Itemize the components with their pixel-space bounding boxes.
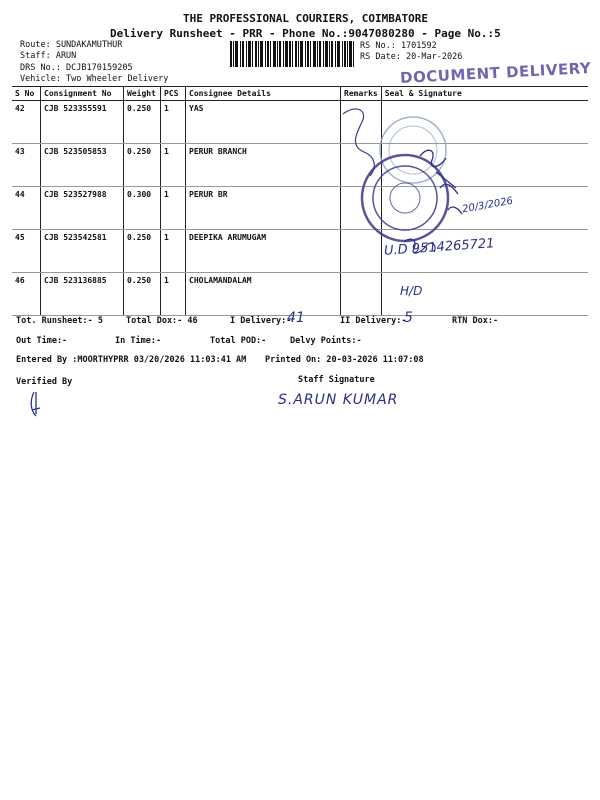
row-weight: 0.250 — [124, 273, 161, 316]
rs-number: RS No.: 1701592 — [360, 41, 437, 51]
total-dox: Total Dox:- 46 — [126, 316, 198, 326]
row-consignment: CJB 523542581 — [41, 230, 124, 273]
remarks-scribble — [343, 109, 374, 176]
col-seal-signature: Seal & Signature — [381, 87, 588, 101]
printed-on: Printed On: 20-03-2026 11:07:08 — [265, 355, 424, 365]
i-delivery-label: I Delivery:- — [230, 316, 292, 326]
row-weight: 0.250 — [124, 144, 161, 187]
col-consignment: Consignment No — [41, 87, 124, 101]
runsheet-subtitle: Delivery Runsheet - PRR - Phone No.:9047080280 - Page No.:5 — [110, 27, 501, 40]
ii-delivery-value: 5 — [404, 310, 413, 326]
row-pcs: 1 — [161, 230, 186, 273]
col-remarks: Remarks — [341, 87, 382, 101]
row-pcs: 1 — [161, 187, 186, 230]
row-consignee: CHOLAMANDALAM — [186, 273, 341, 316]
row-consignee: PERUR BRANCH — [186, 144, 341, 187]
row-pcs: 1 — [161, 273, 186, 316]
vehicle-label: Vehicle: Two Wheeler Delivery — [20, 74, 169, 84]
company-title: THE PROFESSIONAL COURIERS, COIMBATORE — [183, 12, 429, 25]
staff-signature-label: Staff Signature — [298, 375, 375, 385]
in-time: In Time:- — [115, 336, 162, 346]
col-pcs: PCS — [161, 87, 186, 101]
drs-number: DRS No.: DCJB170159205 — [20, 63, 133, 73]
row-consignment: CJB 523355591 — [41, 101, 124, 144]
row-consignment: CJB 523505853 — [41, 144, 124, 187]
entered-by: Entered By :MOORTHYPRR 03/20/2026 11:03:41 AM — [16, 355, 247, 365]
row-pcs: 1 — [161, 101, 186, 144]
row-weight: 0.250 — [124, 230, 161, 273]
ii-delivery-label: II Delivery:- — [340, 316, 407, 326]
handwritten-date: 20/3/2026 — [461, 195, 514, 216]
handwritten-phone: U.D 9514265721 — [383, 236, 495, 259]
rtn-dox: RTN Dox:- — [452, 316, 499, 326]
handwritten-hd: H/D — [400, 284, 423, 298]
row-consignee: DEEPIKA ARUMUGAM — [186, 230, 341, 273]
seal-stamp-dark — [362, 155, 448, 241]
row-sno: 44 — [12, 187, 41, 230]
delvy-points: Delvy Points:- — [290, 336, 362, 346]
document-delivery-stamp: DOCUMENT DELIVERY — [399, 59, 592, 87]
out-time: Out Time:- — [16, 336, 68, 346]
row-consignee: YAS — [186, 101, 341, 144]
row-sno: 42 — [12, 101, 41, 144]
row-sno: 46 — [12, 273, 41, 316]
seal-stamp-light — [380, 117, 446, 183]
rs-date: RS Date: 20-Mar-2026 — [360, 52, 463, 62]
row-weight: 0.300 — [124, 187, 161, 230]
tot-runsheet: Tot. Runsheet:- 5 — [16, 316, 103, 326]
verified-scribble — [31, 392, 40, 416]
col-consignee: Consignee Details — [186, 87, 341, 101]
total-pod: Total POD:- — [210, 336, 267, 346]
col-sno: S No — [12, 87, 41, 101]
row-weight: 0.250 — [124, 101, 161, 144]
verified-by: Verified By — [16, 377, 73, 387]
i-delivery-value: 41 — [287, 310, 305, 326]
staff-label: Staff: ARUN — [20, 51, 77, 61]
row-sno: 43 — [12, 144, 41, 187]
row-consignment: CJB 523527988 — [41, 187, 124, 230]
col-weight: Weight — [124, 87, 161, 101]
route-label: Route: SUNDAKAMUTHUR — [20, 40, 123, 50]
row-sno: 45 — [12, 230, 41, 273]
staff-name-handwritten: S.ARUN KUMAR — [278, 392, 399, 408]
row-consignment: CJB 523136885 — [41, 273, 124, 316]
row-consignee: PERUR BR — [186, 187, 341, 230]
row-pcs: 1 — [161, 144, 186, 187]
